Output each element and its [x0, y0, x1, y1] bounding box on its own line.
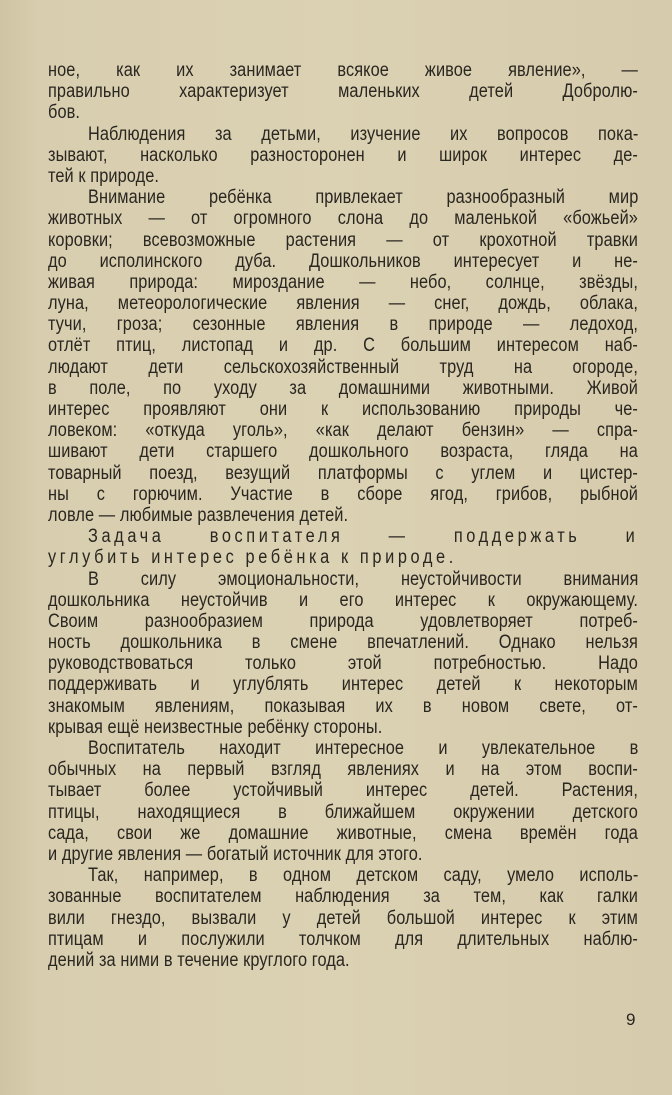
line-text: живая природа: мироздание — небо, солнце, звёзды,: [48, 271, 638, 293]
line-text: коровки; всевозможные растения — от крохотной травки: [48, 229, 638, 251]
text-line: [48, 653, 638, 674]
text-line: [48, 81, 638, 102]
paragraph: [48, 526, 638, 568]
paragraph: [48, 60, 638, 124]
line-text: В силу эмоциональности, неустойчивости внимания: [88, 568, 639, 590]
text-line: [48, 441, 638, 462]
text-line: [48, 547, 638, 568]
text-line: [48, 166, 638, 187]
text-line: [48, 717, 638, 738]
line-text: Так, например, в одном детском саду, умело исполь-: [88, 865, 639, 887]
text-line: [48, 569, 638, 590]
text-line: [48, 145, 638, 166]
text-line: [48, 738, 638, 759]
line-text: обычных на первый взгляд явлениях и на этом воспи-: [48, 759, 638, 781]
text-line: [48, 314, 638, 335]
text-line: [48, 526, 638, 547]
text-line: [48, 463, 638, 484]
line-text: в поле, по уходу за домашними животными. Живой: [48, 377, 638, 399]
line-text: углубить интерес ребёнка к природе.: [48, 547, 457, 569]
line-text: птицы, находящиеся в ближайшем окружении детского: [48, 801, 638, 823]
text-line: [48, 484, 638, 505]
line-text: бов.: [48, 102, 81, 124]
line-text: интерес проявляют они к использованию природы че-: [48, 399, 638, 420]
line-text: птицам и послужили толчком для длительных наблю-: [48, 928, 638, 950]
line-text: поддерживать и углублять интерес детей к некоторым: [48, 674, 638, 696]
text-line: [48, 230, 638, 251]
line-text: ловле — любимые развлечения детей.: [48, 504, 349, 526]
line-text: руководствоваться только этой потребностью. Надо: [48, 653, 638, 675]
text-line: [48, 272, 638, 293]
text-line: [48, 251, 638, 272]
text-line: [48, 759, 638, 780]
text-line: [48, 335, 638, 356]
line-text: вили гнездо, вызвали у детей большой интерес к этим: [48, 907, 638, 929]
line-text: крывая ещё неизвестные ребёнку стороны.: [48, 716, 383, 738]
text-line: [48, 124, 638, 145]
text-line: [48, 420, 638, 441]
text-line: [48, 208, 638, 229]
paragraph: [48, 187, 638, 526]
text-line: [48, 505, 638, 526]
text-line: [48, 780, 638, 801]
line-text: ное, как их занимает всякое живое явление», —: [48, 60, 638, 81]
page-body: [48, 60, 638, 971]
line-text: Воспитатель находит интересное и увлекательное в: [88, 738, 639, 759]
text-line: [48, 590, 638, 611]
text-line: [48, 187, 638, 208]
text-line: [48, 632, 638, 653]
line-text: тывает более устойчивый интерес детей. Растения,: [48, 780, 638, 802]
text-line: [48, 950, 638, 971]
line-text: людают дети сельскохозяйственный труд на огороде,: [48, 356, 638, 378]
text-line: [48, 357, 638, 378]
text-line: [48, 865, 638, 886]
text-line: [48, 886, 638, 907]
paragraph: [48, 865, 638, 971]
line-text: тучи, гроза; сезонные явления в природе — ледоход,: [48, 314, 638, 336]
text-line: [48, 823, 638, 844]
line-text: Задача воспитателя — поддержать и: [88, 526, 639, 548]
line-text: Внимание ребёнка привлекает разнообразный мир: [88, 187, 639, 209]
text-line: [48, 378, 638, 399]
paragraph: [48, 124, 638, 188]
line-text: до исполинского дуба. Дошкольников интересует и не-: [48, 250, 638, 272]
line-text: дошкольника неустойчив и его интерес к окружающему.: [48, 589, 638, 611]
paragraph: [48, 738, 638, 865]
text-line: [48, 802, 638, 823]
line-text: Своим разнообразием природа удовлетворяет потреб-: [48, 610, 638, 632]
line-text: товарный поезд, везущий платформы с углем и цистер-: [48, 462, 638, 484]
line-text: животных — от огромного слона до маленькой «божьей»: [48, 208, 638, 230]
line-text: сада, свои же домашние животные, смена времён года: [48, 822, 638, 844]
line-text: луна, метеорологические явления — снег, дождь, облака,: [48, 293, 638, 315]
page-number: 9: [626, 1010, 636, 1029]
text-line: [48, 929, 638, 950]
line-text: зованные воспитателем наблюдения за тем, как галки: [48, 886, 638, 908]
text-line: [48, 293, 638, 314]
line-text: Наблюдения за детьми, изучение их вопросов пока-: [88, 123, 639, 145]
line-text: ловеком: «откуда уголь», «как делают бензин» — спра-: [48, 420, 638, 442]
text-line: [48, 908, 638, 929]
line-text: знакомым явлениям, показывая их в новом свете, от-: [48, 695, 638, 717]
line-text: правильно характеризует маленьких детей Добролю-: [48, 81, 638, 103]
text-line: [48, 674, 638, 695]
paragraph: [48, 569, 638, 739]
line-text: и другие явления — богатый источник для этого.: [48, 843, 423, 865]
line-text: тей к природе.: [48, 165, 159, 187]
line-text: дений за ними в течение круглого года.: [48, 949, 350, 971]
line-text: отлёт птиц, листопад и др. С большим интересом наб-: [48, 335, 638, 357]
line-text: ны с горючим. Участие в сборе ягод, грибов, рыбной: [48, 483, 638, 505]
text-line: [48, 60, 638, 81]
text-line: [48, 696, 638, 717]
text-line: [48, 611, 638, 632]
line-text: шивают дети старшего дошкольного возраста, гляда на: [48, 441, 638, 463]
text-line: [48, 102, 638, 123]
line-text: ность дошкольника в смене впечатлений. Однако нельзя: [48, 632, 638, 654]
line-text: зывают, насколько разносторонен и широк интерес де-: [48, 144, 638, 166]
text-line: [48, 844, 638, 865]
text-line: [48, 399, 638, 420]
